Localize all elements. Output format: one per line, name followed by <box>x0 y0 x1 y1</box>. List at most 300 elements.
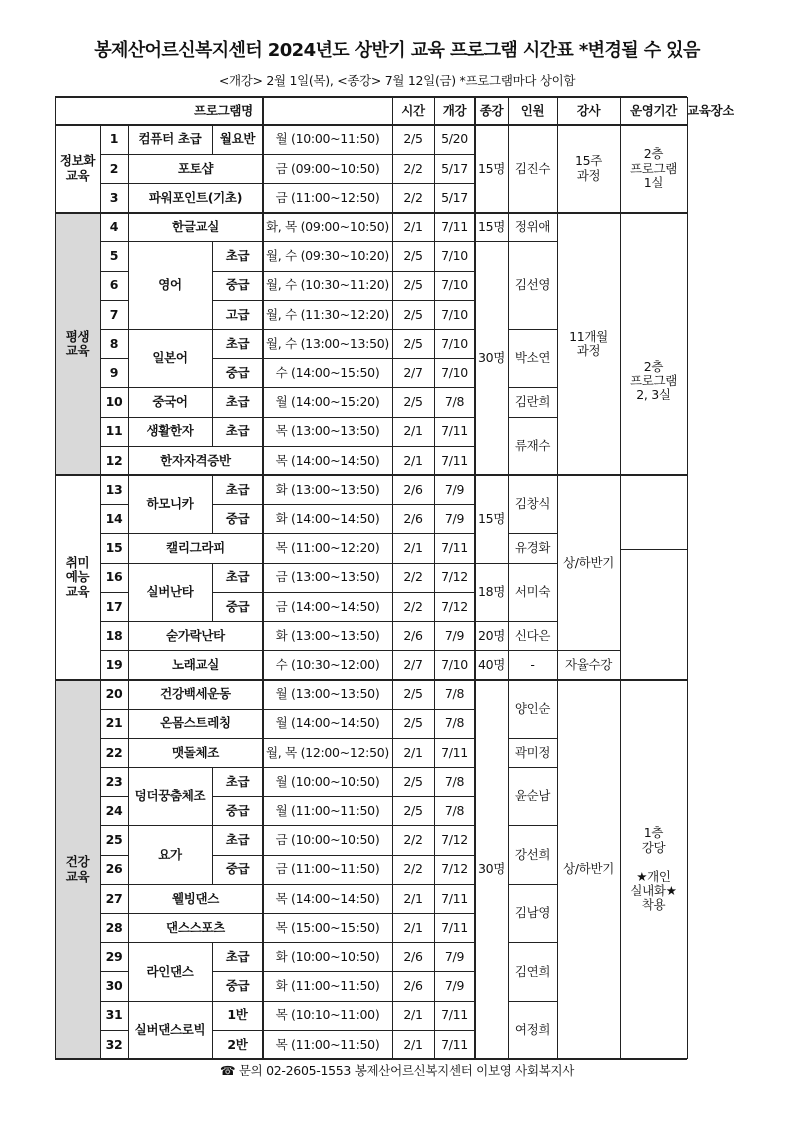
end-date: 7/12 <box>441 861 468 877</box>
teacher-name: 류재수 <box>514 438 551 453</box>
row-number: 21 <box>105 715 123 731</box>
program-level: 초급 <box>225 248 250 264</box>
category-label: 건강 교육 <box>55 680 100 1060</box>
class-time: 화 (14:00~14:50) <box>275 511 380 526</box>
grid-line <box>100 563 128 564</box>
row-number: 18 <box>105 627 123 643</box>
program-group-name: 라인댄스 <box>146 963 194 979</box>
grid-line <box>100 913 128 914</box>
grid-line <box>687 97 688 1059</box>
grid-line <box>508 1001 557 1002</box>
grid-line <box>212 271 213 300</box>
grid-line <box>620 97 621 1059</box>
program-group-name: 실버댄스로빅 <box>134 1022 206 1037</box>
start-date: 2/1 <box>403 890 423 906</box>
program-level: 중급 <box>225 803 250 818</box>
grid-line <box>212 358 263 359</box>
program-name: 생활한자 <box>146 423 194 439</box>
grid-line <box>263 1030 475 1031</box>
row-number: 32 <box>105 1036 123 1052</box>
end-date: 7/12 <box>441 598 468 614</box>
program-level: 1반 <box>227 1007 248 1023</box>
grid-line <box>212 300 263 301</box>
grid-line <box>392 97 393 1059</box>
grid-line <box>100 125 101 1059</box>
grid-line <box>263 154 475 155</box>
grid-line <box>212 971 263 972</box>
program-name: 파워포인트(기초) <box>148 189 243 205</box>
program-level: 초급 <box>225 394 250 410</box>
row-number: 30 <box>105 978 123 994</box>
program-name: 포토샵 <box>177 160 214 176</box>
start-date: 2/1 <box>403 219 423 234</box>
teacher-name: 김창식 <box>514 496 551 512</box>
row-number: 9 <box>109 365 119 380</box>
grid-line <box>212 1001 213 1030</box>
operation-period: 상/하반기 <box>562 554 614 570</box>
grid-line <box>508 650 557 651</box>
grid-line <box>620 549 687 550</box>
grid-line <box>263 738 475 739</box>
start-date: 2/1 <box>403 1007 423 1023</box>
grid-line <box>263 855 475 856</box>
end-date: 7/11 <box>441 219 468 234</box>
program-level: 초급 <box>225 773 250 789</box>
grid-line <box>128 884 263 885</box>
category-label: 평생 교육 <box>55 213 100 476</box>
end-date: 7/9 <box>444 978 465 994</box>
grid-line <box>128 1001 263 1002</box>
program-name: 온몸스트레칭 <box>160 715 231 731</box>
grid-line <box>212 563 213 592</box>
start-date: 2/6 <box>403 978 423 994</box>
header-start: 개강 <box>442 102 467 118</box>
grid-line <box>508 97 509 1059</box>
grid-line <box>100 767 128 768</box>
end-date: 7/8 <box>444 715 465 731</box>
end-date: 7/9 <box>444 511 465 526</box>
program-level: 초급 <box>225 335 250 351</box>
class-time: 목 (11:00~12:20) <box>275 540 380 556</box>
start-date: 2/1 <box>403 452 423 468</box>
grid-line <box>212 417 213 446</box>
grid-line <box>263 650 475 651</box>
class-time: 월, 수 (11:30~12:20) <box>266 306 389 322</box>
grid-line <box>128 183 263 184</box>
grid-line <box>263 387 475 388</box>
grid-line <box>100 942 128 943</box>
teacher-name: 김남영 <box>514 905 551 921</box>
header-program: 프로그램명 <box>194 102 253 118</box>
grid-line <box>212 796 263 797</box>
program-group-name: 요가 <box>158 846 182 862</box>
enrollment-capacity: 20명 <box>477 627 506 643</box>
grid-line <box>128 767 263 768</box>
program-level: 고급 <box>225 306 250 322</box>
classroom-location: 2층 프로그램 2, 3실 <box>629 358 678 403</box>
grid-line <box>100 796 128 797</box>
page-subtitle: <개강> 2월 1일(목), <종강> 7월 12일(금) *프로그램마다 상이함 <box>218 73 576 88</box>
grid-line <box>263 417 475 418</box>
teacher-name: 여정희 <box>514 1022 551 1037</box>
grid-line <box>100 271 128 272</box>
grid-line <box>128 387 263 388</box>
teacher-name: - <box>530 657 535 672</box>
class-time: 월 (14:00~14:50) <box>275 715 380 731</box>
grid-line <box>557 97 558 1059</box>
class-time: 금 (11:00~12:50) <box>275 189 380 205</box>
program-name: 한자자격증반 <box>160 452 231 468</box>
grid-line <box>508 329 557 330</box>
grid-line <box>212 300 213 329</box>
grid-line <box>128 154 263 155</box>
header-period: 운영기간 <box>629 102 678 118</box>
grid-line <box>128 913 263 914</box>
end-date: 7/11 <box>441 540 468 556</box>
program-group-name: 실버난타 <box>146 584 194 599</box>
end-date: 7/12 <box>441 569 468 585</box>
end-date: 7/11 <box>441 919 468 935</box>
grid-line <box>263 183 475 184</box>
enrollment-capacity: 15명 <box>477 511 506 526</box>
grid-line <box>128 563 263 564</box>
row-number: 15 <box>105 540 123 556</box>
program-level: 초급 <box>225 423 250 439</box>
row-number: 24 <box>105 803 123 818</box>
program-level: 중급 <box>225 978 250 994</box>
class-time: 월 (11:00~11:50) <box>275 803 380 818</box>
class-time: 목 (13:00~13:50) <box>275 423 380 439</box>
grid-line <box>212 329 213 358</box>
grid-line <box>128 329 263 330</box>
header-end: 종강 <box>479 102 504 118</box>
grid-line <box>128 650 263 651</box>
program-group-name: 일본어 <box>152 350 188 366</box>
grid-line <box>263 563 475 564</box>
grid-line <box>508 563 557 564</box>
row-number: 6 <box>109 277 119 293</box>
grid-line <box>508 738 557 739</box>
class-time: 월, 수 (09:30~10:20) <box>266 248 389 264</box>
end-date: 7/8 <box>444 773 465 789</box>
program-name: 건강백세운동 <box>160 686 231 702</box>
grid-line <box>508 621 557 622</box>
class-time: 목 (14:00~14:50) <box>275 452 380 468</box>
grid-line <box>55 97 56 1059</box>
enrollment-capacity: 30명 <box>477 350 506 366</box>
grid-line <box>557 650 620 651</box>
grid-line <box>100 971 128 972</box>
start-date: 2/2 <box>403 160 423 176</box>
enrollment-capacity: 15명 <box>477 160 506 176</box>
row-number: 23 <box>105 773 123 789</box>
row-number: 2 <box>109 160 119 176</box>
row-number: 12 <box>105 452 123 468</box>
row-number: 17 <box>105 598 123 614</box>
program-level: 2반 <box>227 1036 248 1052</box>
teacher-name: 김란희 <box>514 394 551 410</box>
start-date: 2/1 <box>403 423 423 439</box>
row-number: 5 <box>109 248 119 264</box>
grid-line <box>263 592 475 593</box>
teacher-name: 박소연 <box>514 350 551 366</box>
end-date: 7/11 <box>441 890 468 906</box>
end-date: 7/11 <box>441 1036 468 1052</box>
row-number: 4 <box>109 219 119 234</box>
grid-line <box>212 592 213 621</box>
start-date: 2/5 <box>403 277 423 293</box>
grid-line <box>128 942 263 943</box>
grid-line <box>100 650 128 651</box>
grid-line <box>263 621 475 622</box>
end-date: 7/10 <box>441 248 468 264</box>
program-group-name: 영어 <box>158 277 182 293</box>
grid-line <box>212 855 263 856</box>
grid-line <box>508 884 557 885</box>
class-time: 월 (13:00~13:50) <box>275 686 380 702</box>
teacher-name: 윤순남 <box>514 788 551 804</box>
row-number: 27 <box>105 890 123 906</box>
class-time: 목 (10:10~11:00) <box>275 1007 380 1023</box>
start-date: 2/5 <box>403 306 423 322</box>
grid-line <box>212 797 213 826</box>
grid-line <box>55 212 687 214</box>
end-date: 7/9 <box>444 481 465 497</box>
row-number: 8 <box>109 335 119 351</box>
start-date: 2/5 <box>403 131 423 147</box>
header-people: 인원 <box>520 102 545 118</box>
grid-line <box>100 709 128 710</box>
class-time: 월 (14:00~15:20) <box>275 394 380 410</box>
grid-line <box>128 125 129 1059</box>
grid-line <box>55 96 687 98</box>
category-label: 정보화 교육 <box>59 153 96 183</box>
grid-line <box>212 972 213 1001</box>
teacher-name: 신다은 <box>514 627 551 643</box>
end-date: 7/11 <box>441 744 468 760</box>
classroom-location: 2층 프로그램 1실 <box>629 146 678 190</box>
program-level: 초급 <box>225 832 250 848</box>
class-time: 월, 목 (12:00~12:50) <box>266 744 389 760</box>
program-level: 초급 <box>225 481 250 497</box>
program-level: 중급 <box>225 277 250 293</box>
operation-period: 상/하반기 <box>562 861 614 877</box>
grid-line <box>263 504 475 505</box>
start-date: 2/5 <box>403 394 423 410</box>
class-time: 화 (10:00~10:50) <box>275 949 380 964</box>
grid-line <box>100 358 128 359</box>
grid-line <box>475 650 508 651</box>
grid-line <box>128 709 263 710</box>
row-number: 22 <box>105 744 123 760</box>
program-name: 노래교실 <box>171 657 220 672</box>
grid-line <box>263 533 475 534</box>
grid-line <box>100 329 128 330</box>
end-date: 7/9 <box>444 627 465 643</box>
program-group-name: 하모니카 <box>146 496 194 512</box>
class-time: 금 (09:00~10:50) <box>275 160 380 176</box>
grid-line <box>128 621 263 622</box>
grid-line <box>100 1001 128 1002</box>
grid-line <box>212 504 263 505</box>
program-name: 웰빙댄스 <box>171 890 220 906</box>
operation-period: 자율수강 <box>564 657 613 672</box>
grid-line <box>100 855 128 856</box>
program-level: 초급 <box>225 949 250 964</box>
grid-line <box>263 825 475 826</box>
grid-line <box>263 446 475 447</box>
grid-line <box>212 1030 213 1059</box>
grid-line <box>508 387 557 388</box>
program-level: 초급 <box>225 569 250 585</box>
grid-line <box>212 505 213 534</box>
grid-line <box>212 125 213 154</box>
class-time: 화 (11:00~11:50) <box>275 978 380 994</box>
end-date: 7/9 <box>444 949 465 964</box>
grid-line <box>100 825 128 826</box>
row-number: 25 <box>105 832 123 848</box>
grid-line <box>508 417 557 418</box>
program-level: 중급 <box>225 861 250 877</box>
teacher-name: 정위애 <box>514 219 551 234</box>
start-date: 2/1 <box>403 919 423 935</box>
grid-line <box>128 738 263 739</box>
start-date: 2/2 <box>403 189 423 205</box>
grid-line <box>475 563 508 564</box>
start-date: 2/1 <box>403 540 423 556</box>
grid-line <box>212 475 213 504</box>
row-number: 29 <box>105 949 123 964</box>
end-date: 7/10 <box>441 306 468 322</box>
grid-line <box>263 796 475 797</box>
contact-footer: ☎ 문의 02-2605-1553 봉제산어르신복지센터 이보영 사회복지사 <box>219 1063 575 1078</box>
start-date: 2/5 <box>403 335 423 351</box>
class-time: 수 (10:30~12:00) <box>275 657 380 672</box>
grid-line <box>508 825 557 826</box>
start-date: 2/2 <box>403 569 423 585</box>
grid-line <box>508 533 557 534</box>
grid-line <box>212 592 263 593</box>
program-group-name: 덩더꿍춤체조 <box>134 788 206 804</box>
row-number: 26 <box>105 861 123 877</box>
row-number: 1 <box>109 131 119 147</box>
start-date: 2/6 <box>403 511 423 526</box>
teacher-name: 양인순 <box>514 700 551 716</box>
grid-line <box>212 767 213 796</box>
start-date: 2/2 <box>403 861 423 877</box>
program-group-name: 컴퓨터 초급 <box>138 131 202 147</box>
class-time: 월 (10:00~10:50) <box>275 773 380 789</box>
grid-line <box>128 825 263 826</box>
program-level: 중급 <box>225 598 250 614</box>
class-time: 월, 수 (10:30~11:20) <box>266 277 389 293</box>
grid-line <box>212 271 263 272</box>
class-time: 화, 목 (09:00~10:50) <box>266 219 389 234</box>
grid-line <box>100 387 128 388</box>
start-date: 2/6 <box>403 627 423 643</box>
class-time: 월, 수 (13:00~13:50) <box>266 335 389 351</box>
row-number: 13 <box>105 481 123 497</box>
classroom-location: 1층 강당 ★개인 실내화★ 착용 <box>630 825 677 913</box>
grid-line <box>212 1030 263 1031</box>
class-time: 금 (11:00~11:50) <box>275 861 380 877</box>
row-number: 3 <box>109 189 119 205</box>
start-date: 2/1 <box>403 744 423 760</box>
operation-period: 11개월 과정 <box>569 328 608 358</box>
grid-line <box>475 621 508 622</box>
grid-line <box>263 884 475 885</box>
start-date: 2/7 <box>403 657 423 672</box>
teacher-name: 김진수 <box>514 160 551 176</box>
header-time: 시간 <box>401 102 425 118</box>
row-number: 16 <box>105 569 123 585</box>
row-number: 19 <box>105 657 123 672</box>
start-date: 2/5 <box>403 803 423 818</box>
end-date: 7/10 <box>441 365 468 380</box>
program-name: 캘리그라피 <box>166 540 225 556</box>
enrollment-capacity: 18명 <box>477 584 506 599</box>
grid-line <box>263 1001 475 1002</box>
grid-line <box>212 359 213 388</box>
start-date: 2/5 <box>403 773 423 789</box>
start-date: 2/6 <box>403 949 423 964</box>
end-date: 7/8 <box>444 803 465 818</box>
class-time: 금 (10:00~10:50) <box>275 832 380 848</box>
enrollment-capacity: 15명 <box>477 219 506 234</box>
teacher-name: 강선희 <box>514 846 551 862</box>
end-date: 7/12 <box>441 832 468 848</box>
grid-line <box>100 884 128 885</box>
end-date: 7/10 <box>441 657 468 672</box>
start-date: 2/1 <box>403 1036 423 1052</box>
grid-line <box>128 241 263 242</box>
end-date: 5/17 <box>441 160 468 176</box>
teacher-name: 김선영 <box>514 277 551 293</box>
row-number: 20 <box>105 686 123 702</box>
start-date: 2/5 <box>403 715 423 731</box>
grid-line <box>474 97 476 1059</box>
class-time: 화 (13:00~13:50) <box>275 627 380 643</box>
end-date: 7/8 <box>444 686 465 702</box>
program-name: 숟가락난타 <box>166 627 225 643</box>
grid-line <box>100 592 128 593</box>
grid-line <box>100 621 128 622</box>
grid-line <box>55 474 687 476</box>
grid-line <box>263 300 475 301</box>
program-level: 중급 <box>225 511 250 526</box>
grid-line <box>100 154 128 155</box>
program-name: 중국어 <box>152 394 188 410</box>
grid-line <box>263 329 475 330</box>
start-date: 2/2 <box>403 832 423 848</box>
grid-line <box>212 388 213 417</box>
end-date: 7/8 <box>444 394 465 410</box>
grid-line <box>434 97 435 1059</box>
enrollment-capacity: 30명 <box>477 861 506 877</box>
grid-line <box>128 446 263 447</box>
grid-line <box>212 242 213 271</box>
grid-line <box>508 767 557 768</box>
grid-line <box>128 533 263 534</box>
grid-line <box>55 124 687 126</box>
grid-line <box>508 241 557 242</box>
grid-line <box>55 679 687 681</box>
program-name: 맷돌체조 <box>171 744 220 760</box>
program-name: 댄스스포츠 <box>166 919 225 935</box>
teacher-name: 곽미정 <box>514 744 551 760</box>
grid-line <box>100 504 128 505</box>
end-date: 5/17 <box>441 189 468 205</box>
